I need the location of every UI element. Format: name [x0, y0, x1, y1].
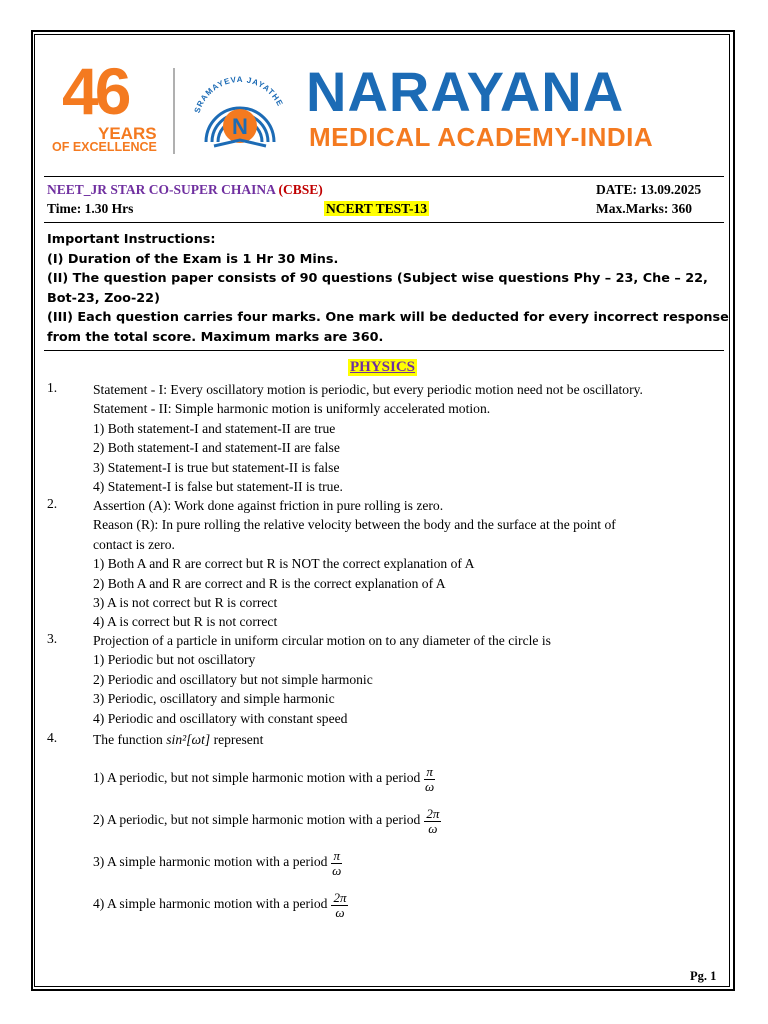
option-text: 4) A simple harmonic motion with a period — [93, 896, 328, 912]
instruction-line: (I) Duration of the Exam is 1 Hr 30 Mins. — [47, 251, 339, 267]
option — [93, 883, 733, 925]
option — [93, 757, 733, 799]
test-name — [324, 201, 429, 217]
instructions-rule — [44, 350, 724, 351]
option-text: 2) A periodic, but not simple harmonic motion with a period — [93, 812, 421, 828]
fraction-numerator: 2π — [333, 889, 347, 905]
question-text-pre: The function — [93, 732, 163, 747]
option: 3) Statement-I is true but statement-II is false — [93, 459, 340, 475]
section-title — [348, 359, 417, 376]
fraction-denominator: ω — [425, 778, 435, 794]
course-line — [47, 182, 323, 198]
function-expression: sin²[ωt] — [166, 732, 211, 747]
option: 1) Periodic but not oscillatory — [93, 652, 256, 668]
section-title-text: PHYSICS — [350, 359, 416, 375]
fraction-denominator: ω — [335, 904, 345, 920]
question-text: Assertion (A): Work done against friction in pure rolling is zero. — [93, 498, 444, 513]
period-fraction — [424, 765, 435, 794]
instructions-title: Important Instructions: — [47, 232, 216, 247]
fraction-denominator: ω — [332, 862, 342, 878]
years-number: 46 — [62, 54, 128, 128]
test-name-text: NCERT TEST-13 — [326, 201, 427, 216]
emblem-letter: N — [232, 114, 248, 139]
narayana-emblem-icon — [184, 62, 296, 152]
option: 1) Both statement-I and statement-II are true — [93, 420, 336, 436]
option-text: 1) A periodic, but not simple harmonic motion with a period — [93, 770, 421, 786]
fraction-numerator: 2π — [426, 805, 440, 821]
exam-date: DATE: 13.09.2025 — [596, 182, 702, 197]
question-number: 3. — [47, 631, 58, 646]
anniversary-logo — [52, 54, 162, 156]
brand-subtitle: MEDICAL ACADEMY-INDIA — [309, 122, 654, 152]
question-number: 4. — [47, 730, 58, 745]
period-fraction — [331, 891, 348, 920]
option — [93, 799, 733, 841]
option-text: 3) A simple harmonic motion with a period — [93, 854, 328, 870]
question-text: Reason (R): In pure rolling the relative velocity between the body and the surface at the point of — [93, 517, 616, 533]
max-marks: Max.Marks: 360 — [596, 201, 692, 216]
period-fraction — [424, 807, 441, 836]
page-number: Pg. 1 — [690, 969, 717, 983]
option: 4) A is correct but R is not correct — [93, 614, 278, 630]
instructions — [47, 230, 727, 347]
course-name: NEET_JR STAR CO-SUPER CHAINA — [47, 182, 276, 197]
header-rule-mid — [44, 222, 724, 223]
instruction-line: Bot-23, Zoo-22) — [47, 290, 160, 306]
period-fraction — [331, 849, 342, 878]
years-word: YEARS — [98, 124, 157, 143]
question-text — [93, 730, 733, 749]
question-text: contact is zero. — [93, 536, 175, 552]
question-text: Statement - II: Simple harmonic motion is uniformly accelerated motion. — [93, 401, 491, 417]
logo-divider — [173, 68, 175, 154]
instruction-line: (III) Each question carries four marks. One mark will be deducted for every incorrect response — [47, 310, 729, 325]
question-text: Projection of a particle in uniform circular motion on to any diameter of the circle is — [93, 633, 551, 648]
option: 3) Periodic, oscillatory and simple harmonic — [93, 691, 335, 707]
brand-name: NARAYANA — [306, 60, 625, 123]
instruction-line: from the total score. Maximum marks are 360. — [47, 329, 384, 345]
option: 2) Periodic and oscillatory but not simple harmonic — [93, 671, 373, 687]
question-number: 2. — [47, 496, 58, 511]
question-text: Statement - I: Every oscillatory motion is periodic, but every periodic motion need not be oscillatory. — [93, 382, 643, 397]
option: 3) A is not correct but R is correct — [93, 595, 278, 611]
emblem-motto: SRAMAYEVA JAYATHE — [192, 74, 285, 115]
fraction-numerator: π — [426, 763, 433, 779]
fraction-numerator: π — [333, 847, 340, 863]
excellence-text: OF EXCELLENCE — [52, 140, 157, 154]
option — [93, 841, 733, 883]
option: 4) Statement-I is false but statement-II is true. — [93, 479, 343, 495]
header-rule-top — [44, 176, 724, 177]
instruction-line: (II) The question paper consists of 90 questions (Subject wise questions Phy – 23, Che – 22, — [47, 271, 708, 286]
board-name: (CBSE) — [278, 182, 323, 197]
exam-time: Time: 1.30 Hrs — [47, 201, 134, 216]
option: 2) Both statement-I and statement-II are false — [93, 440, 340, 456]
option: 2) Both A and R are correct and R is the correct explanation of A — [93, 575, 446, 591]
question-number: 1. — [47, 380, 58, 395]
option: 1) Both A and R are correct but R is NOT the correct explanation of A — [93, 556, 475, 572]
question-text-post: represent — [213, 732, 264, 747]
option: 4) Periodic and oscillatory with constant speed — [93, 710, 348, 726]
fraction-denominator: ω — [428, 820, 438, 836]
